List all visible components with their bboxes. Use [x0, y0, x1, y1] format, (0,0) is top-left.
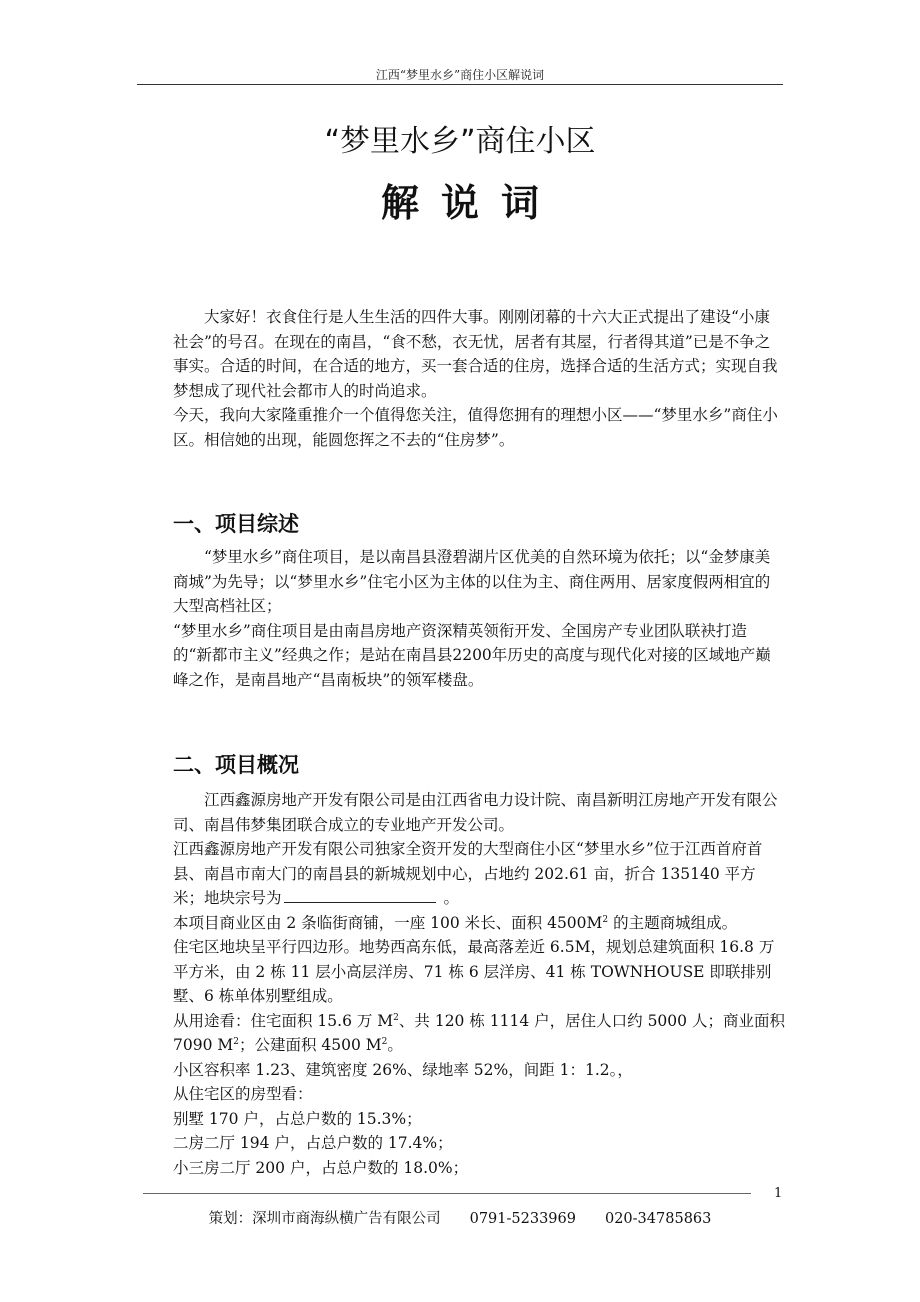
section2-paragraph-8: 别墅 170 户，占总户数的 15.3%； [173, 1109, 422, 1128]
usage-text-3: ；公建面积 4500 M [238, 1036, 382, 1054]
parcel-end-mark: 。 [443, 889, 460, 907]
project-location-text: 江西鑫源房地产开发有限公司独家全资开发的大型商住小区“梦里水乡”位于江西首府首县、南昌市南大门的南昌县的新城规划中心，占地约 202.61 亩，折合 135140 平方米；地块宗号为 [173, 840, 763, 907]
usage-text-2: 、共 120 栋 1114 户，居住人口约 5000 人；商业面积 7090 M [173, 1011, 785, 1054]
running-header: 江西“梦里水乡”商住小区解说词 [375, 68, 545, 82]
section2-heading: 二、项目概况 [173, 753, 299, 777]
section1-body [173, 545, 785, 692]
superscript: 2 [233, 1036, 239, 1047]
section2-paragraph-3 [173, 911, 785, 936]
commercial-area-text: 本项目商业区由 2 条临街商铺，一座 100 米长、面积 4500M [173, 913, 603, 932]
section2-paragraph-10: 小三房二厅 200 户，占总户数的 18.0%； [173, 1158, 469, 1177]
section2-paragraph-7: 从住宅区的房型看： [173, 1085, 313, 1103]
document-subtitle: 解说词 [380, 181, 561, 225]
intro-paragraph-2: 今天，我向大家隆重推介一个值得您关注，值得您拥有的理想小区——“梦里水乡”商住小区。相信她的出现，能圆您挥之不去的“住房梦”。 [173, 406, 778, 449]
header-rule [137, 84, 783, 85]
section1-paragraph-1: “梦里水乡”商住项目，是以南昌县澄碧湖片区优美的自然环境为依托；以“金梦康美商城”为先导；以“梦里水乡”住宅小区为主体的以住为主、商住两用、居家度假两相宜的大型高档社区； [173, 548, 771, 615]
footer-credits: 策划：深圳市商海纵横广告有限公司 0791-5233969 020-34785863 [208, 1211, 712, 1227]
intro-section [173, 305, 785, 452]
superscript: 2 [393, 1012, 399, 1023]
document-title: “梦里水乡”商住小区 [324, 124, 596, 159]
section1-paragraph-2: “梦里水乡”商住项目是由南昌房地产资深精英领衔开发、全国房产专业团队联袂打造的“新都市主义”经典之作；是站在南昌县2200年历史的高度与现代化对接的区域地产巅峰之作，是南昌地产“昌南板块”的领军楼盘。 [173, 621, 771, 689]
section2-paragraph-2 [173, 837, 785, 911]
commercial-area-text-end: 的主题商城组成。 [608, 913, 738, 932]
section2-paragraph-4: 住宅区地块呈平行四边形。地势西高东低，最高落差近 6.5M，规划总建筑面积 16.8 万平方米，由 2 栋 11 层小高层洋房、71 栋 6 层洋房、41 栋 TOWNHOUSE 即联排别墅、6 栋单体别墅组成。 [173, 938, 775, 1005]
parcel-number-blank [284, 888, 436, 903]
intro-paragraph-1: 大家好！衣食住行是人生生活的四件大事。刚刚闭幕的十六大正式提出了建设“小康社会”的号召。在现在的南昌，“食不愁，衣无忧，居者有其屋，行者得其道”已是不争之事实。合适的时间，在合适的地方，买一套合适的住房，选择合适的生活方式；实现自我梦想成了现代社会都市人的时尚追求。 [173, 308, 778, 400]
section2-paragraph-5 [173, 1009, 785, 1058]
page-number: 1 [774, 1186, 783, 1201]
section2-paragraph-9: 二房二厅 194 户，占总户数的 17.4%； [173, 1134, 453, 1152]
section2-body [173, 788, 785, 1180]
section2-paragraph-1: 江西鑫源房地产开发有限公司是由江西省电力设计院、南昌新明江房地产开发有限公司、南昌伟梦集团联合成立的专业地产开发公司。 [173, 791, 778, 834]
section1-heading: 一、项目综述 [173, 512, 299, 536]
usage-text-1: 从用途看：住宅面积 15.6 万 M [173, 1011, 394, 1030]
section2-paragraph-6: 小区容积率 1.23、建筑密度 26%、绿地率 52%，间距 1：1.2。， [173, 1060, 633, 1079]
usage-text-4: 。 [387, 1036, 403, 1054]
superscript: 2 [602, 914, 609, 925]
footer-rule [143, 1193, 751, 1194]
superscript: 2 [381, 1036, 388, 1047]
